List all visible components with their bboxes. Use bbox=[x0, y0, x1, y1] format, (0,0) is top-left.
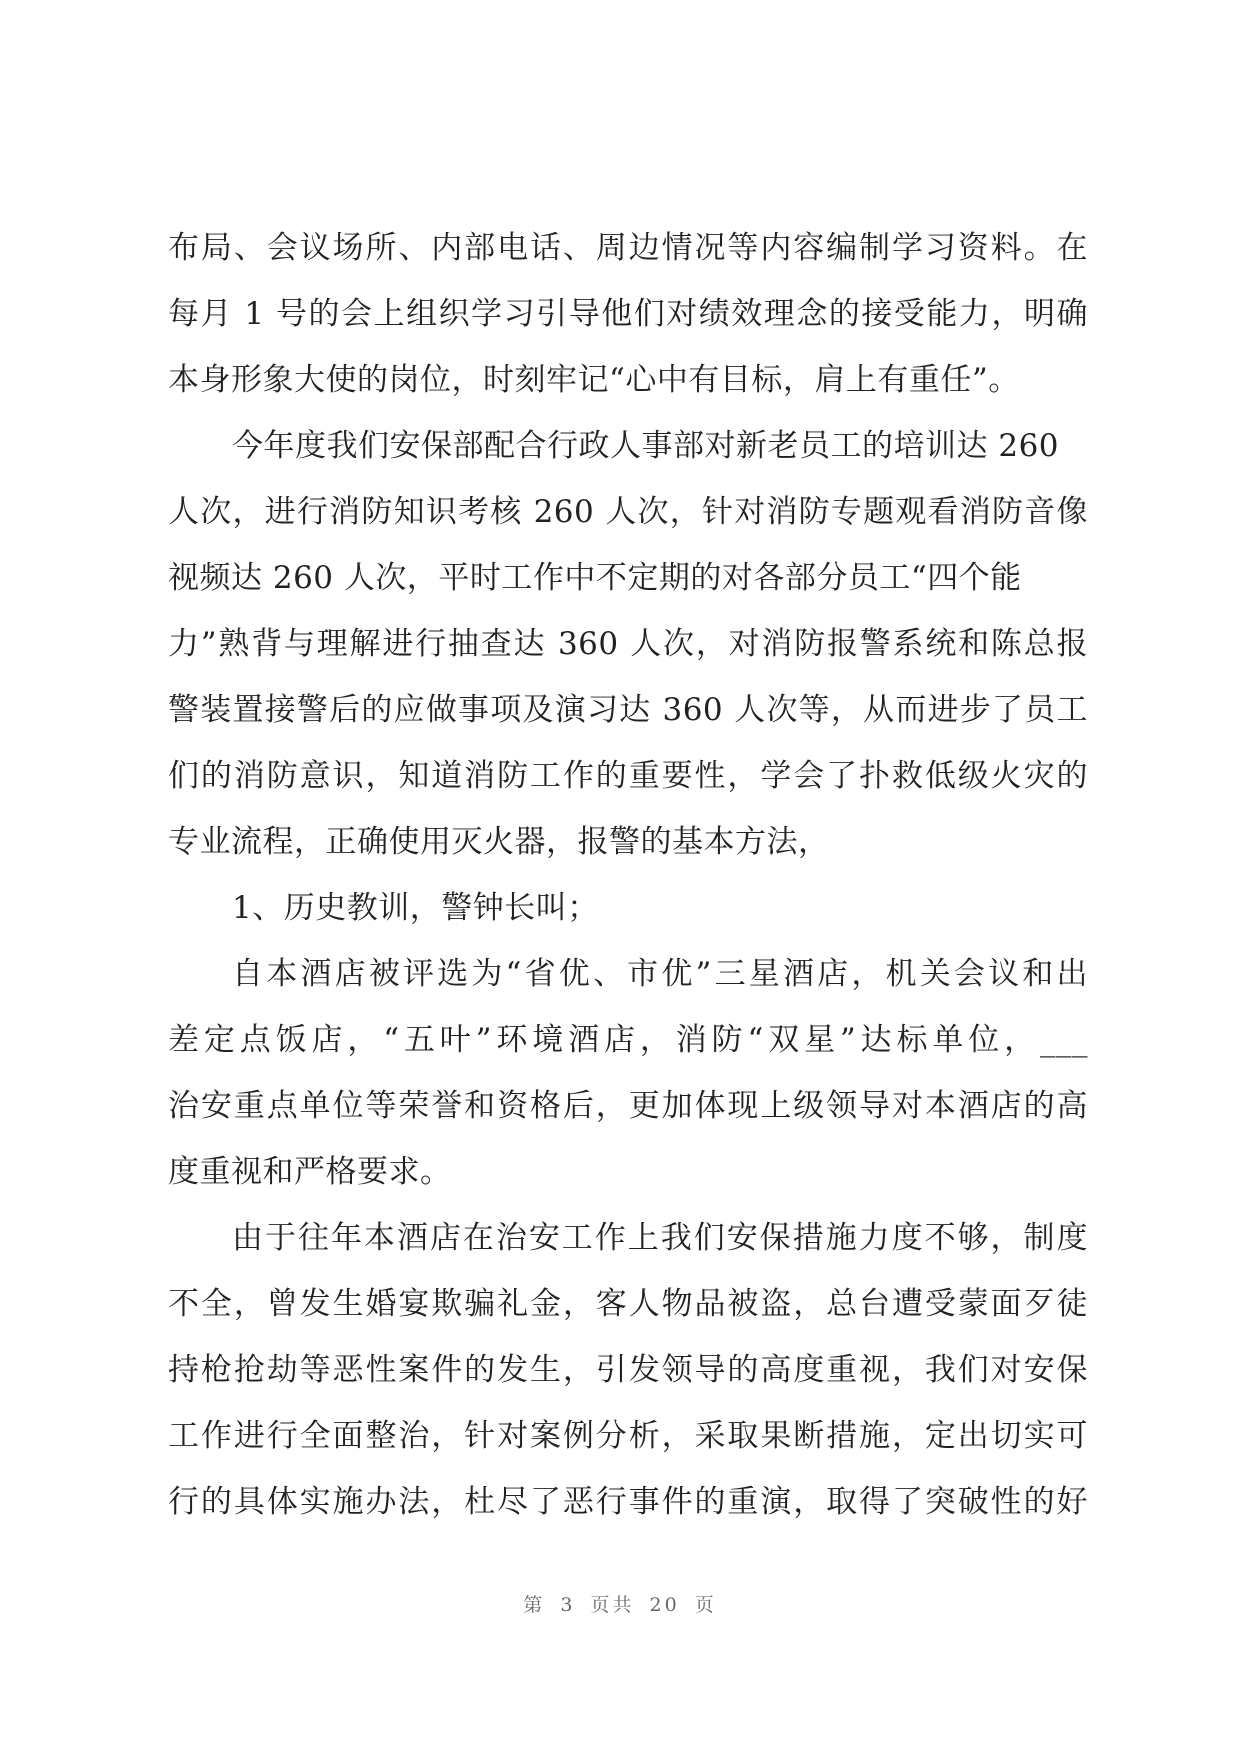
text-line: 持枪抢劫等恶性案件的发生，引发领导的高度重视，我们对安保 bbox=[168, 1352, 1088, 1388]
text-line: 由于往年本酒店在治安工作上我们安保措施力度不够，制度 bbox=[232, 1220, 1088, 1256]
text-line: 今年度我们安保部配合行政人事部对新老员工的培训达 260 bbox=[232, 428, 1060, 464]
text-line: 自本酒店被评选为“省优、市优”三星酒店，机关会议和出 bbox=[232, 956, 1088, 992]
text-line: 治安重点单位等荣誉和资格后，更加体现上级领导对本酒店的高 bbox=[168, 1088, 1088, 1124]
text-line: 视频达 260 人次，平时工作中不定期的对各部分员工“四个能 bbox=[168, 560, 1022, 596]
text-line: 本身形象大使的岗位，时刻牢记“心中有目标，肩上有重任”。 bbox=[168, 362, 1020, 398]
text-line: 们的消防意识，知道消防工作的重要性，学会了扑救低级火灾的 bbox=[168, 758, 1088, 794]
text-line: 专业流程，正确使用灭火器，报警的基本方法， bbox=[168, 824, 830, 860]
text-line: 工作进行全面整治，针对案例分析，采取果断措施，定出切实可 bbox=[168, 1418, 1088, 1454]
text-line: 行的具体实施办法，杜尽了恶行事件的重演，取得了突破性的好 bbox=[168, 1484, 1088, 1520]
list-heading: 1、历史教训，警钟长叫； bbox=[232, 890, 599, 926]
page-number-footer: 第 3 页共 20 页 bbox=[523, 1594, 717, 1616]
text-line: 差定点饭店，“五叶”环境酒店，消防“双星”达标单位，___ bbox=[168, 1022, 1088, 1058]
text-line: 警装置接警后的应做事项及演习达 360 人次等，从而进步了员工 bbox=[168, 692, 1088, 728]
text-line: 度重视和严格要求。 bbox=[168, 1154, 452, 1190]
text-line: 布局、会议场所、内部电话、周边情况等内容编制学习资料。在 bbox=[168, 230, 1088, 266]
text-line: 每月 1 号的会上组织学习引导他们对绩效理念的接受能力，明确 bbox=[168, 296, 1088, 332]
text-line: 力”熟背与理解进行抽查达 360 人次，对消防报警系统和陈总报 bbox=[168, 626, 1088, 662]
text-line: 不全，曾发生婚宴欺骗礼金，客人物品被盗，总台遭受蒙面歹徒 bbox=[168, 1286, 1088, 1322]
text-line: 人次，进行消防知识考核 260 人次，针对消防专题观看消防音像 bbox=[168, 494, 1088, 530]
